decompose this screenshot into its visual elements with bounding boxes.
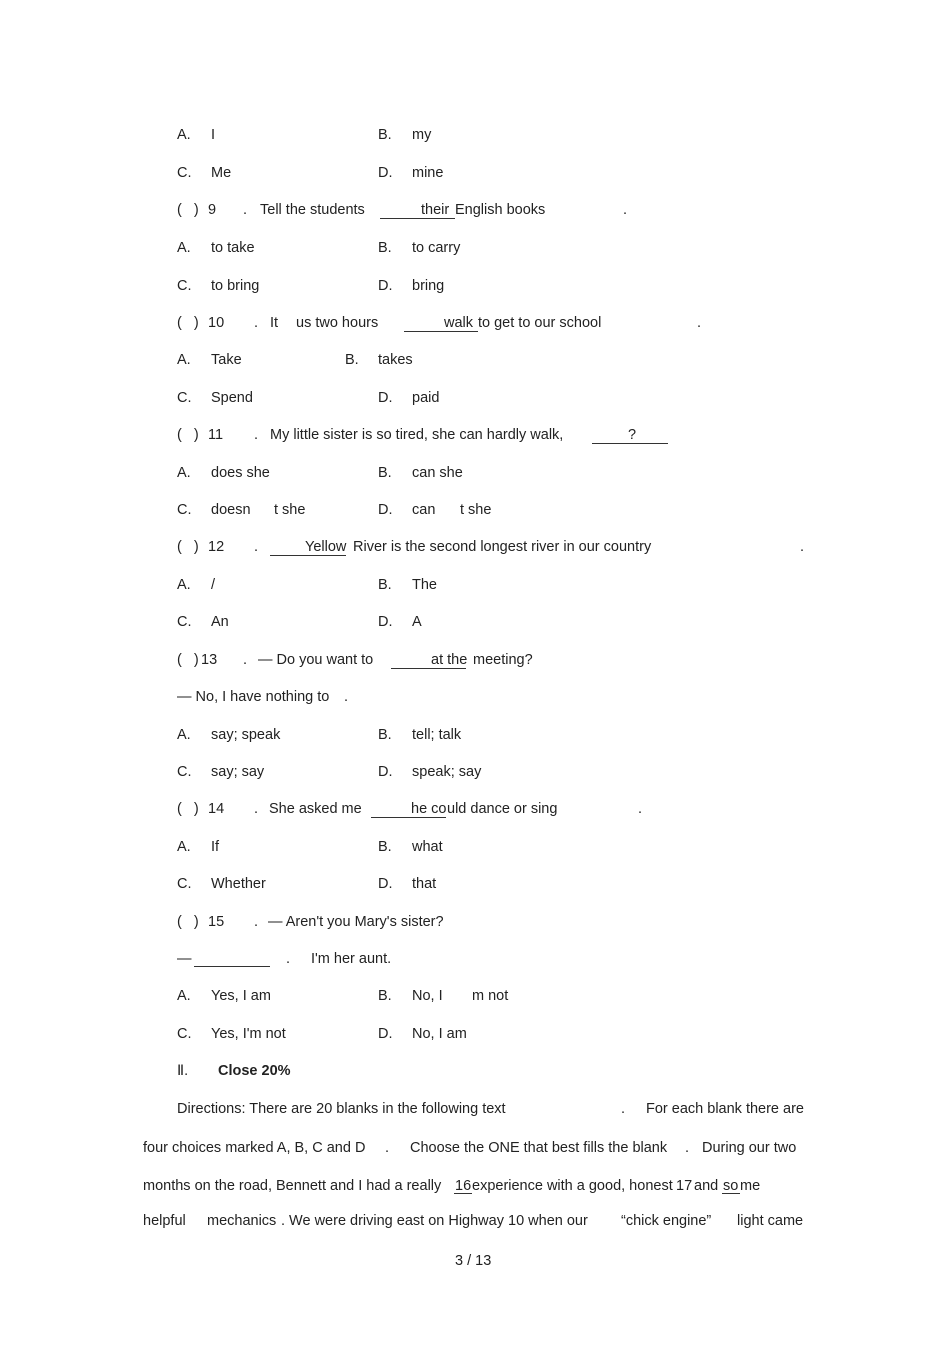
question-text: English books: [455, 202, 546, 218]
option-letter: C.: [177, 502, 192, 518]
passage-text: mechanics: [207, 1213, 277, 1229]
option-letter: D.: [378, 1026, 393, 1042]
option-text: bring: [412, 278, 445, 294]
question-text: — Do you want to: [258, 652, 374, 668]
option-text: that: [412, 876, 437, 892]
option-letter: B.: [378, 988, 392, 1004]
option-letter: B.: [345, 352, 359, 368]
option-text: Yes, I am: [211, 988, 271, 1004]
option-text: mine: [412, 165, 444, 181]
passage-text: “chick engine”: [621, 1213, 712, 1229]
option-text: If: [211, 839, 220, 855]
option-text: I: [211, 127, 216, 143]
option-text: to bring: [211, 278, 260, 294]
question-text: River is the second longest river in our country: [353, 539, 652, 555]
passage-text: . We were driving east on Highway 10 when our: [281, 1213, 588, 1229]
passage-text: .: [685, 1140, 690, 1156]
question-paren: ( ): [177, 427, 199, 443]
option-text: A: [412, 614, 422, 630]
question-text: to get to our school: [478, 315, 602, 331]
passage-text: Choose the ONE that best fills the blank: [410, 1140, 668, 1156]
option-text: No, I am: [412, 1026, 467, 1042]
passage-text: .: [385, 1140, 390, 1156]
question-dot: .: [243, 202, 248, 218]
option-text: speak; say: [412, 764, 482, 780]
option-text: t she: [460, 502, 492, 518]
option-letter: D.: [378, 278, 393, 294]
option-text: The: [412, 577, 437, 593]
blank-number: 16: [455, 1178, 472, 1194]
question-number: 12: [208, 539, 225, 555]
option-letter: C.: [177, 165, 192, 181]
option-text: paid: [412, 390, 440, 406]
passage-text: During our two: [702, 1140, 797, 1156]
answer-blank: [404, 331, 478, 332]
question-number: 10: [208, 315, 225, 331]
option-letter: D.: [378, 502, 393, 518]
option-letter: A.: [177, 839, 191, 855]
option-text: does she: [211, 465, 270, 481]
question-dot: .: [254, 427, 259, 443]
passage-text: so: [723, 1178, 739, 1194]
question-text: us two hours: [296, 315, 379, 331]
question-number: 13: [201, 652, 218, 668]
passage-text: me: [740, 1178, 761, 1194]
option-letter: A.: [177, 240, 191, 256]
option-text: An: [211, 614, 229, 630]
option-letter: A.: [177, 577, 191, 593]
option-text: doesn: [211, 502, 251, 518]
option-text: /: [211, 577, 216, 593]
option-letter: A.: [177, 352, 191, 368]
option-letter: A.: [177, 127, 191, 143]
option-text: Whether: [211, 876, 266, 892]
question-dot: .: [254, 539, 259, 555]
blank-text: he co: [411, 801, 447, 817]
answer-blank: [371, 817, 446, 818]
passage-text: .: [621, 1101, 626, 1117]
option-letter: C.: [177, 1026, 192, 1042]
option-text: Spend: [211, 390, 253, 406]
option-text: tell; talk: [412, 727, 462, 743]
question-paren: ( ): [177, 202, 199, 218]
reply-text: — No, I have nothing to: [177, 689, 330, 705]
reply-text: I'm her aunt.: [311, 951, 392, 967]
section-numeral: Ⅱ.: [177, 1063, 189, 1079]
blank-text: ?: [628, 427, 637, 443]
question-number: 9: [208, 202, 217, 218]
passage-text: For each blank there are: [646, 1101, 804, 1117]
blank-text: their: [421, 202, 450, 218]
option-text: t she: [274, 502, 306, 518]
question-text: Tell the students: [260, 202, 365, 218]
option-letter: B.: [378, 240, 392, 256]
option-letter: D.: [378, 390, 393, 406]
section-title: Close 20%: [218, 1063, 291, 1079]
option-letter: C.: [177, 390, 192, 406]
question-paren: ( ): [177, 801, 199, 817]
question-period: .: [638, 801, 643, 817]
question-text: uld dance or sing: [447, 801, 558, 817]
option-text: to carry: [412, 240, 461, 256]
question-period: .: [800, 539, 805, 555]
option-letter: B.: [378, 577, 392, 593]
option-letter: B.: [378, 127, 392, 143]
passage-text: Directions: There are 20 blanks in the following text: [177, 1101, 506, 1117]
option-letter: A.: [177, 988, 191, 1004]
option-text: Take: [211, 352, 242, 368]
option-letter: D.: [378, 165, 393, 181]
option-text: m not: [472, 988, 509, 1004]
option-letter: D.: [378, 876, 393, 892]
passage-text: experience with a good, honest: [472, 1178, 673, 1194]
option-letter: D.: [378, 614, 393, 630]
reply-period: .: [344, 689, 349, 705]
reply-dash: —: [177, 951, 192, 967]
question-text: She asked me: [269, 801, 362, 817]
question-text: meeting?: [473, 652, 533, 668]
option-letter: C.: [177, 876, 192, 892]
option-letter: A.: [177, 465, 191, 481]
answer-blank: [380, 218, 455, 219]
question-paren: ( ): [177, 315, 199, 331]
question-period: .: [697, 315, 702, 331]
option-letter: B.: [378, 727, 392, 743]
answer-blank: [454, 1193, 472, 1194]
option-text: No, I: [412, 988, 443, 1004]
blank-text: at the: [431, 652, 468, 668]
answer-blank: [194, 966, 270, 967]
option-letter: C.: [177, 764, 192, 780]
question-number: 14: [208, 801, 225, 817]
option-text: to take: [211, 240, 255, 256]
option-letter: C.: [177, 278, 192, 294]
answer-blank: [592, 443, 668, 444]
option-letter: C.: [177, 614, 192, 630]
passage-text: four choices marked A, B, C and D: [143, 1140, 366, 1156]
answer-blank: [270, 555, 346, 556]
option-text: takes: [378, 352, 413, 368]
option-text: can: [412, 502, 436, 518]
blank-number: 17: [676, 1178, 693, 1194]
option-letter: A.: [177, 727, 191, 743]
passage-text: months on the road, Bennett and I had a really: [143, 1178, 442, 1194]
option-letter: B.: [378, 465, 392, 481]
reply-period: .: [286, 951, 291, 967]
option-text: say; say: [211, 764, 265, 780]
option-letter: B.: [378, 839, 392, 855]
question-text: It: [270, 315, 279, 331]
passage-text: and: [694, 1178, 719, 1194]
question-dot: .: [254, 801, 259, 817]
question-dot: .: [254, 914, 259, 930]
question-paren: ( ): [177, 652, 199, 668]
passage-text: light came: [737, 1213, 804, 1229]
question-dot: .: [243, 652, 248, 668]
option-text: Me: [211, 165, 232, 181]
question-text: My little sister is so tired, she can hardly walk,: [270, 427, 564, 443]
question-number: 11: [208, 427, 224, 443]
option-text: Yes, I'm not: [211, 1026, 286, 1042]
answer-blank: [391, 668, 466, 669]
blank-text: walk: [444, 315, 474, 331]
passage-text: helpful: [143, 1213, 186, 1229]
question-paren: ( ): [177, 539, 199, 555]
question-dot: .: [254, 315, 259, 331]
question-text: — Aren't you Mary's sister?: [268, 914, 444, 930]
page-number: 3 / 13: [455, 1253, 492, 1269]
option-text: can she: [412, 465, 463, 481]
option-text: say; speak: [211, 727, 281, 743]
option-text: what: [412, 839, 443, 855]
question-number: 15: [208, 914, 225, 930]
question-period: .: [623, 202, 628, 218]
option-text: my: [412, 127, 432, 143]
answer-blank: [722, 1193, 740, 1194]
question-paren: ( ): [177, 914, 199, 930]
option-letter: D.: [378, 764, 393, 780]
question-text: Yellow: [305, 539, 347, 555]
